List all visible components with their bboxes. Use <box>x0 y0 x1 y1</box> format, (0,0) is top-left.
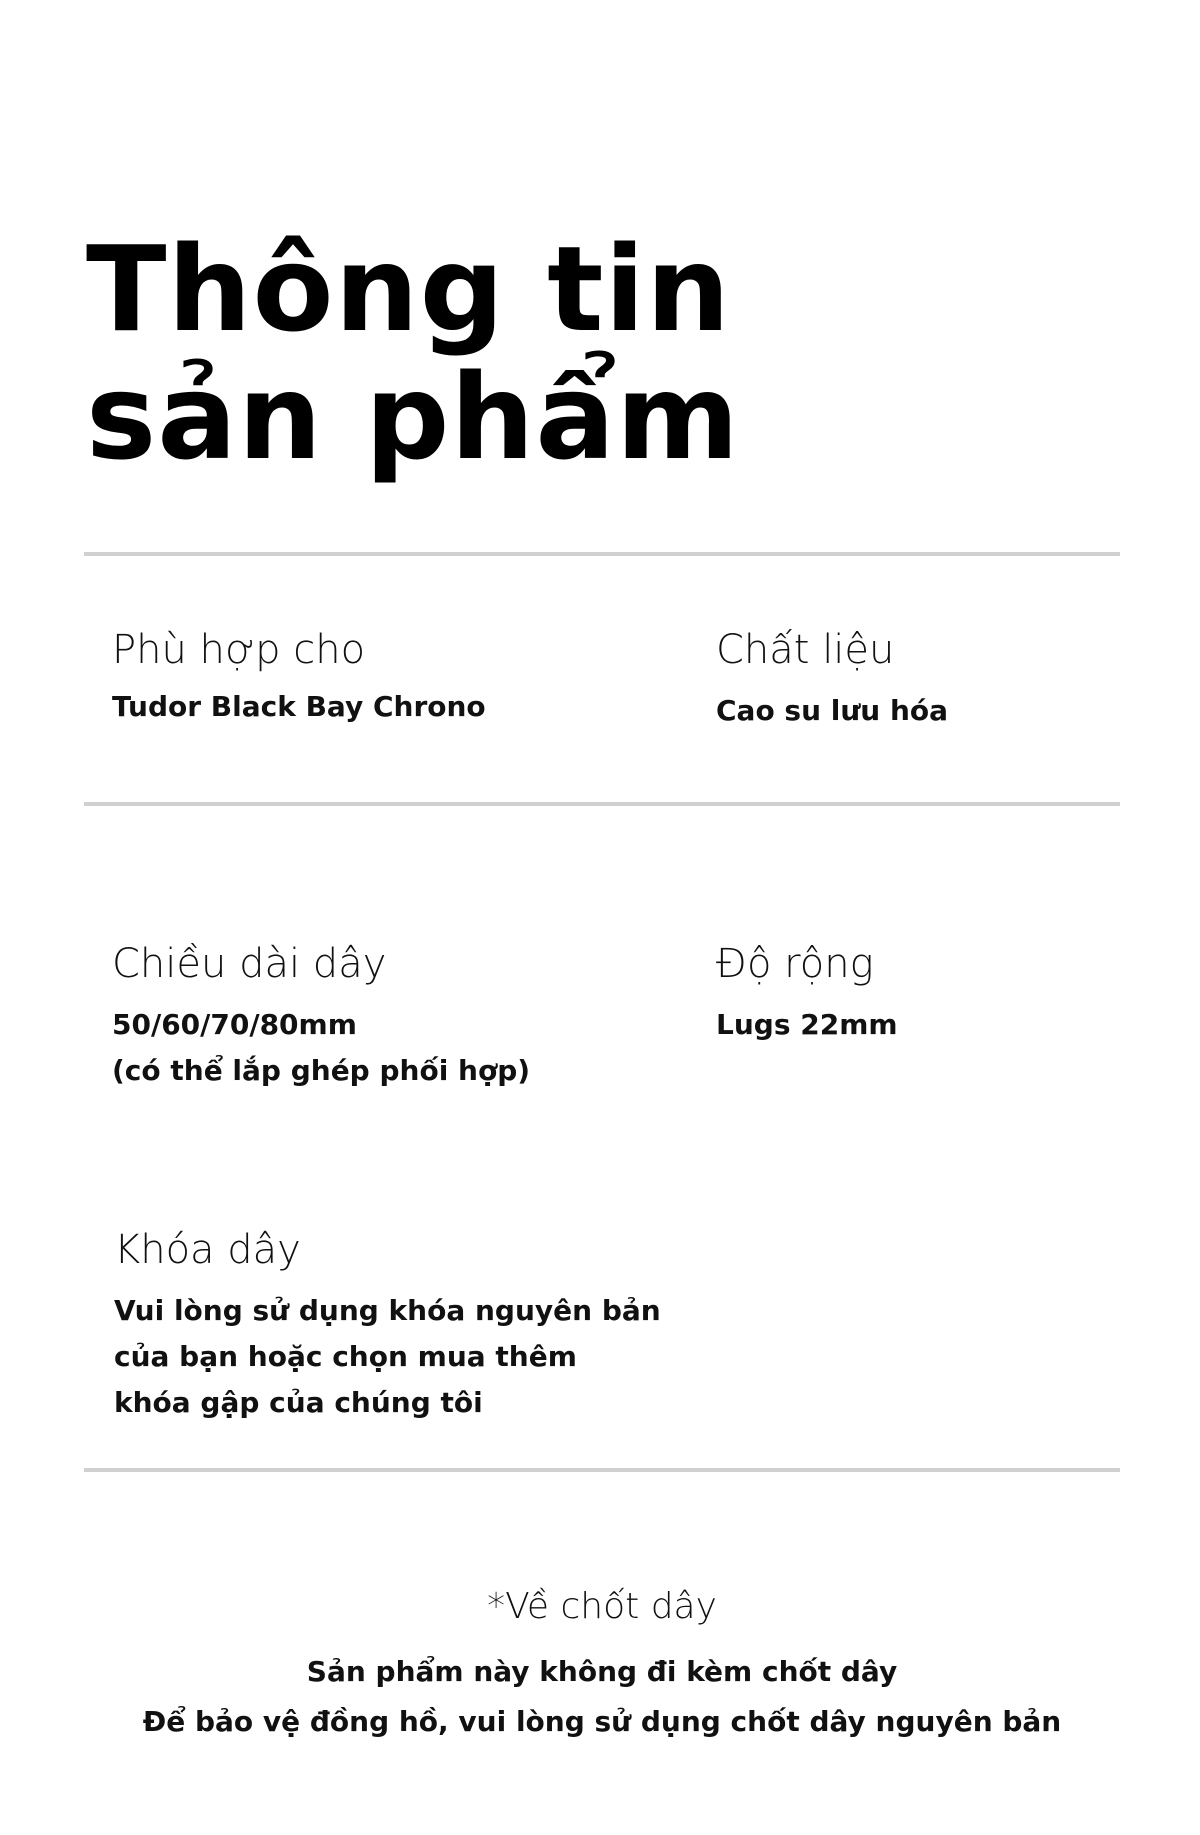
page-title-line-2: sản phẩm <box>86 348 741 486</box>
divider-top <box>84 552 1120 556</box>
field-buckle-value <box>114 1288 661 1426</box>
strap-pin-note-label: *Về chốt dây <box>487 1586 717 1627</box>
field-buckle <box>114 1226 661 1426</box>
divider-middle <box>84 802 1120 806</box>
page-title <box>86 220 741 486</box>
field-material-value: Cao su lưu hóa <box>716 694 949 727</box>
field-buckle-value-line-2: của bạn hoặc chọn mua thêm <box>114 1340 577 1373</box>
field-buckle-value-line-3: khóa gập của chúng tôi <box>114 1386 483 1419</box>
field-compatible <box>112 626 486 730</box>
strap-pin-note-line-2: Để bảo vệ đồng hồ, vui lòng sử dụng chốt dây nguyên bản <box>142 1705 1062 1738</box>
strap-pin-note-line-1: Sản phẩm này không đi kèm chốt dây <box>306 1655 898 1688</box>
field-length-label: Chiều dài dây <box>112 941 387 987</box>
field-compatible-value: Tudor Black Bay Chrono <box>112 690 486 723</box>
divider-bottom <box>84 1468 1120 1472</box>
field-length-value-line-2: (có thể lắp ghép phối hợp) <box>112 1054 531 1087</box>
field-width <box>716 940 898 1048</box>
field-length-value-line-1: 50/60/70/80mm <box>112 1008 357 1041</box>
field-buckle-label: Khóa dây <box>114 1227 301 1273</box>
strap-pin-note <box>84 1585 1120 1747</box>
strap-pin-note-text <box>84 1647 1120 1747</box>
field-length <box>112 940 530 1094</box>
field-width-label: Độ rộng <box>716 941 874 987</box>
field-compatible-label: Phù hợp cho <box>112 627 366 673</box>
page-title-line-1: Thông tin <box>86 220 731 358</box>
field-width-value: Lugs 22mm <box>716 1008 898 1041</box>
field-length-value <box>112 1002 530 1094</box>
field-material <box>716 626 948 734</box>
field-material-label: Chất liệu <box>716 627 895 673</box>
field-buckle-value-line-1: Vui lòng sử dụng khóa nguyên bản <box>114 1294 661 1327</box>
